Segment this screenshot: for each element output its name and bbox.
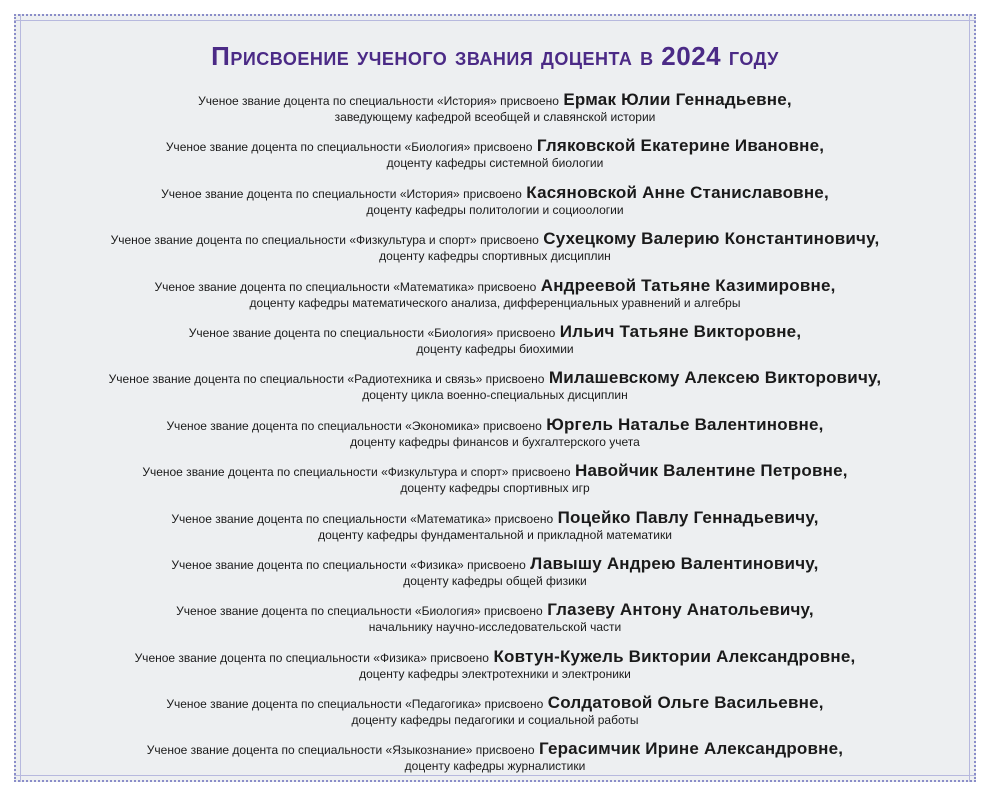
list-item xyxy=(14,415,976,461)
entry-prefix xyxy=(176,604,543,618)
prefix-text: Ученое звание доцента по специальности xyxy=(110,233,346,248)
entry-heading-line xyxy=(14,415,976,435)
specialty-text: «Педагогика» xyxy=(405,697,482,712)
person-position: доценту кафедры журналистики xyxy=(404,759,586,774)
person-position: доценту кафедры педагогики и социальной работы xyxy=(351,713,639,728)
prefix-text: Ученое звание доцента по специальности xyxy=(188,325,425,340)
list-item xyxy=(14,368,976,414)
entry-heading-line xyxy=(14,276,976,296)
person-position: заведующему кафедрой всеобщей и славянской истории xyxy=(334,110,656,124)
person-name: Гляковской Екатерине Ивановне, xyxy=(536,136,825,156)
entry-prefix xyxy=(154,280,536,294)
person-position: доценту кафедры системной биологии xyxy=(386,156,604,171)
list-item xyxy=(14,276,976,322)
frame-top-border xyxy=(14,14,976,21)
entry-prefix xyxy=(166,697,543,711)
list-item xyxy=(14,183,976,229)
entry-heading-line xyxy=(14,229,976,249)
person-name: Сухецкому Валерию Константиновичу, xyxy=(543,229,880,249)
awarded-text: присвоено xyxy=(494,511,554,526)
person-name: Милашевскому Алексею Викторовичу, xyxy=(548,368,882,388)
specialty-text: «Физкультура и спорт» xyxy=(349,233,477,248)
prefix-text: Ученое звание доцента по специальности xyxy=(171,511,407,526)
person-name: Ермак Юлии Геннадьевне, xyxy=(563,90,792,109)
list-item xyxy=(14,322,976,368)
person-position: доценту кафедры финансов и бухгалтерского учета xyxy=(350,434,640,449)
prefix-text: Ученое звание доцента по специальности xyxy=(171,557,407,572)
person-position: доценту кафедры электротехники и электроники xyxy=(359,666,631,681)
entry-prefix xyxy=(147,743,535,757)
entry-prefix xyxy=(166,140,533,154)
awarded-text: присвоено xyxy=(496,325,556,340)
entry-heading-line xyxy=(14,647,976,667)
entry-heading-line xyxy=(14,368,976,388)
awarded-text: присвоено xyxy=(473,140,533,155)
person-name: Андреевой Татьяне Казимировне, xyxy=(540,275,836,295)
person-position: доценту цикла военно-специальных дисциплин xyxy=(362,388,628,403)
specialty-text: «Физкультура и спорт» xyxy=(381,465,509,480)
prefix-text: Ученое звание доцента по специальности xyxy=(154,279,390,294)
specialty-text: «Физика» xyxy=(373,650,427,665)
list-item xyxy=(14,229,976,275)
person-position: доценту кафедры математического анализа, дифференциальных уравнений и алгебры xyxy=(249,295,741,310)
specialty-text: «Языкознание» xyxy=(385,743,473,758)
person-position: доценту кафедры политологии и социоологии xyxy=(366,202,624,217)
page-title: Присвоение ученого звания доцента в 2024 году xyxy=(211,41,779,71)
entries-list xyxy=(14,90,976,786)
prefix-text: Ученое звание доцента по специальности xyxy=(166,697,402,712)
entry-heading-line xyxy=(14,508,976,528)
entry-heading-line xyxy=(14,739,976,759)
entry-heading-line xyxy=(14,461,976,481)
prefix-text: Ученое звание доцента по специальности xyxy=(142,465,378,480)
specialty-text: «Математика» xyxy=(393,279,475,294)
list-item xyxy=(14,647,976,693)
awarded-text: присвоено xyxy=(475,743,535,758)
prefix-text: Ученое звание доцента по специальности xyxy=(165,140,402,155)
specialty-text: «История» xyxy=(436,94,497,108)
list-item xyxy=(14,136,976,182)
entry-heading-line xyxy=(14,554,976,574)
person-name: Герасимчик Ирине Александровне, xyxy=(538,739,844,759)
document-panel xyxy=(14,14,976,782)
awarded-text: присвоено xyxy=(477,279,537,294)
entry-prefix xyxy=(142,465,570,479)
awarded-text: присвоено xyxy=(511,465,571,480)
specialty-text: «Биология» xyxy=(414,604,481,619)
list-item xyxy=(14,739,976,785)
awarded-text: присвоено xyxy=(485,372,545,387)
specialty-text: «Биология» xyxy=(427,325,494,340)
person-name: Навойчик Валентине Петровне, xyxy=(575,461,848,481)
specialty-text: «Математика» xyxy=(410,511,492,526)
awarded-text: присвоено xyxy=(500,94,559,108)
list-item xyxy=(14,461,976,507)
entry-heading-line xyxy=(14,183,976,203)
person-position: доценту кафедры биохимии xyxy=(416,341,574,356)
entry-heading-line xyxy=(14,90,976,110)
specialty-text: «История» xyxy=(399,186,460,201)
list-item xyxy=(14,508,976,554)
prefix-text: Ученое звание доцента по специальности xyxy=(108,372,345,387)
person-name: Лавышу Андрею Валентиновичу, xyxy=(530,553,819,573)
person-name: Юргель Наталье Валентиновне, xyxy=(546,414,824,434)
list-item xyxy=(14,90,976,136)
person-name: Глазеву Антону Анатольевичу, xyxy=(547,600,814,620)
list-item xyxy=(14,693,976,739)
prefix-text: Ученое звание доцента по специальности xyxy=(146,743,383,758)
awarded-text: присвоено xyxy=(483,604,543,619)
person-position: начальнику научно-исследовательской части xyxy=(368,620,622,635)
entry-heading-line xyxy=(14,136,976,156)
list-item xyxy=(14,600,976,646)
entry-prefix xyxy=(171,512,553,526)
entry-prefix xyxy=(135,651,489,665)
prefix-text: Ученое звание доцента по специальности xyxy=(166,418,402,433)
awarded-text: присвоено xyxy=(484,697,544,712)
awarded-text: присвоено xyxy=(430,650,489,665)
person-position: доценту кафедры спортивных дисциплин xyxy=(379,249,611,264)
specialty-text: «Физика» xyxy=(410,557,464,572)
entry-heading-line xyxy=(14,693,976,713)
entry-heading-line xyxy=(14,322,976,342)
prefix-text: Ученое звание доцента по специальности xyxy=(134,650,370,665)
person-name: Поцейко Павлу Геннадьевичу, xyxy=(557,507,819,527)
prefix-text: Ученое звание доцента по специальности xyxy=(198,94,434,108)
entry-prefix xyxy=(111,233,539,247)
awarded-text: присвоено xyxy=(463,186,522,201)
person-position: доценту кафедры общей физики xyxy=(403,573,587,588)
person-name: Касяновской Анне Станиславовне, xyxy=(526,182,829,202)
specialty-text: «Экономика» xyxy=(405,418,480,433)
prefix-text: Ученое звание доцента по специальности xyxy=(176,604,412,619)
specialty-text: «Радиотехника и связь» xyxy=(347,372,483,387)
person-name: Солдатовой Ольге Васильевне, xyxy=(547,693,824,713)
person-position: доценту кафедры спортивных игр xyxy=(400,481,590,496)
awarded-text: присвоено xyxy=(480,233,539,248)
entry-heading-line xyxy=(14,600,976,620)
entry-prefix xyxy=(171,558,525,572)
entry-prefix xyxy=(161,187,522,201)
entry-prefix xyxy=(198,94,559,108)
awarded-text: присвоено xyxy=(483,418,542,433)
specialty-text: «Биология» xyxy=(404,140,471,155)
person-position: доценту кафедры фундаментальной и прикладной математики xyxy=(318,527,672,542)
awarded-text: присвоено xyxy=(467,557,526,572)
list-item xyxy=(14,554,976,600)
entry-prefix xyxy=(109,372,545,386)
person-name: Ковтун-Кужель Виктории Александровне, xyxy=(493,646,856,666)
entry-prefix xyxy=(166,419,541,433)
person-name: Ильич Татьяне Викторовне, xyxy=(559,321,802,341)
prefix-text: Ученое звание доцента по специальности xyxy=(161,186,397,201)
entry-prefix xyxy=(189,326,556,340)
